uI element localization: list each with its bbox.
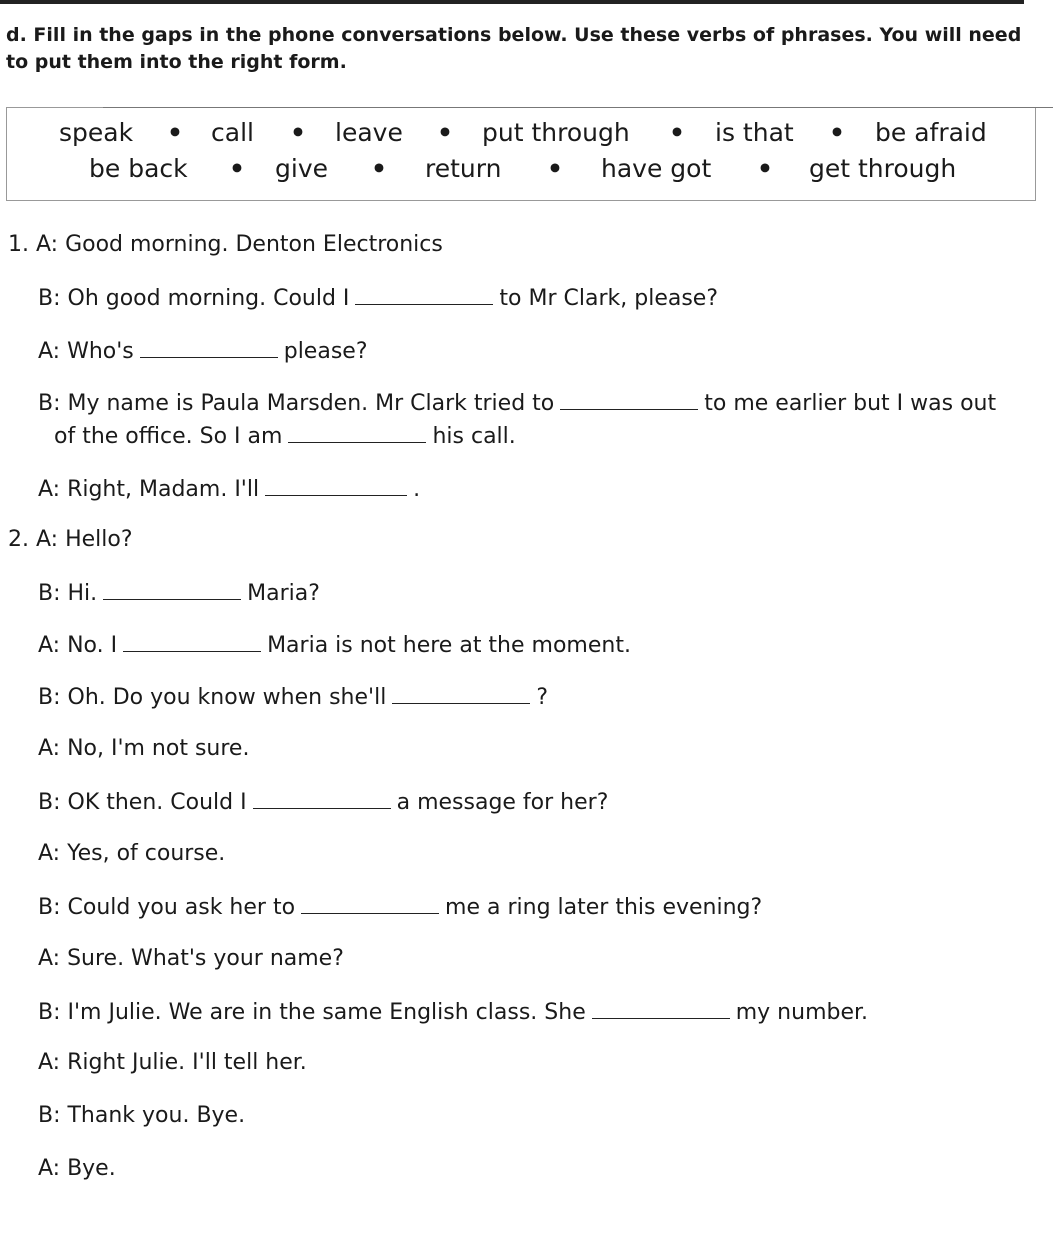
exercise-instruction: d. Fill in the gaps in the phone conversations below. Use these verbs of phrases. You will need to put them into the right form.: [6, 24, 1028, 73]
bullet: •: [669, 118, 685, 147]
bullet: •: [757, 154, 773, 183]
line-text: A: No. I: [38, 633, 118, 658]
answer-blank[interactable]: [253, 786, 391, 809]
bullet: •: [290, 118, 306, 147]
line-text: ?: [536, 685, 548, 710]
conversation-2-line-4: [38, 681, 548, 713]
answer-blank[interactable]: [265, 473, 407, 496]
line-text: of the office. So I am: [54, 424, 283, 449]
conversation-2-line-8: [38, 891, 762, 923]
word-speak: speak: [59, 118, 134, 147]
conversation-2-line-1: [8, 525, 133, 555]
top-rule: [0, 0, 1024, 4]
word-put-through: put through: [482, 118, 630, 147]
bullet: •: [371, 154, 387, 183]
conversation-number: 1.: [8, 232, 29, 257]
line-text: .: [413, 477, 421, 502]
conversation-1-line-6: [38, 473, 420, 505]
conversation-2-line-7: A: Yes, of course.: [38, 841, 226, 866]
bullet: •: [547, 154, 563, 183]
line-text: A: Hello?: [36, 527, 133, 552]
line-text: B: Oh. Do you know when she'll: [38, 685, 387, 710]
answer-blank[interactable]: [301, 891, 439, 914]
line-text: B: Oh good morning. Could I: [38, 286, 350, 311]
conversation-1-line-2: [38, 282, 718, 314]
word-give: give: [275, 154, 328, 183]
line-text: me a ring later this evening?: [445, 895, 763, 920]
conversation-2-line-2: [38, 577, 320, 609]
conversation-2-line-13: A: Bye.: [38, 1156, 116, 1181]
line-text: B: I'm Julie. We are in the same English class. She: [38, 1000, 586, 1025]
line-text: B: Hi.: [38, 581, 98, 606]
line-text: B: Could you ask her to: [38, 895, 296, 920]
answer-blank[interactable]: [288, 420, 426, 443]
line-text: A: Right, Madam. I'll: [38, 477, 260, 502]
word-is-that: is that: [715, 118, 794, 147]
conversation-2-line-11: A: Right Julie. I'll tell her.: [38, 1050, 307, 1075]
answer-blank[interactable]: [592, 996, 730, 1019]
conversation-1-line-1: [8, 230, 443, 260]
word-be-back: be back: [89, 154, 188, 183]
conversation-2-line-3: [38, 629, 631, 661]
answer-blank[interactable]: [123, 629, 261, 652]
conversation-1-line-3: [38, 335, 368, 367]
conversation-2-line-5: A: No, I'm not sure.: [38, 736, 250, 761]
word-get-through: get through: [809, 154, 957, 183]
conversation-2-line-9: A: Sure. What's your name?: [38, 946, 344, 971]
line-text: to Mr Clark, please?: [499, 286, 719, 311]
conversation-2-line-12: B: Thank you. Bye.: [38, 1103, 246, 1128]
bullet: •: [167, 118, 183, 147]
word-be-afraid: be afraid: [875, 118, 987, 147]
word-return: return: [425, 154, 502, 183]
conversation-2-line-6: [38, 786, 608, 818]
word-call: call: [211, 118, 254, 147]
conversation-1-line-5: [54, 420, 516, 452]
bullet: •: [437, 118, 453, 147]
bullet: •: [229, 154, 245, 183]
answer-blank[interactable]: [560, 387, 698, 410]
line-text: my number.: [735, 1000, 869, 1025]
answer-blank[interactable]: [103, 577, 241, 600]
answer-blank[interactable]: [140, 335, 278, 358]
word-box-top-line: [103, 107, 1053, 108]
line-text: Maria?: [247, 581, 320, 606]
line-text: A: Good morning. Denton Electronics: [36, 232, 443, 257]
answer-blank[interactable]: [392, 681, 530, 704]
line-text: his call.: [432, 424, 516, 449]
word-have-got: have got: [601, 154, 712, 183]
word-leave: leave: [335, 118, 403, 147]
line-text: B: OK then. Could I: [38, 790, 247, 815]
conversation-number: 2.: [8, 527, 29, 552]
line-text: please?: [283, 339, 368, 364]
line-text: Maria is not here at the moment.: [267, 633, 631, 658]
conversation-1-line-4: [38, 387, 996, 419]
line-text: A: Who's: [38, 339, 134, 364]
word-box: [6, 107, 1036, 201]
line-text: a message for her?: [396, 790, 609, 815]
line-text: to me earlier but I was out: [704, 391, 997, 416]
answer-blank[interactable]: [355, 282, 493, 305]
line-text: B: My name is Paula Marsden. Mr Clark tried to: [38, 391, 555, 416]
conversation-2-line-10: [38, 996, 868, 1028]
bullet: •: [829, 118, 845, 147]
